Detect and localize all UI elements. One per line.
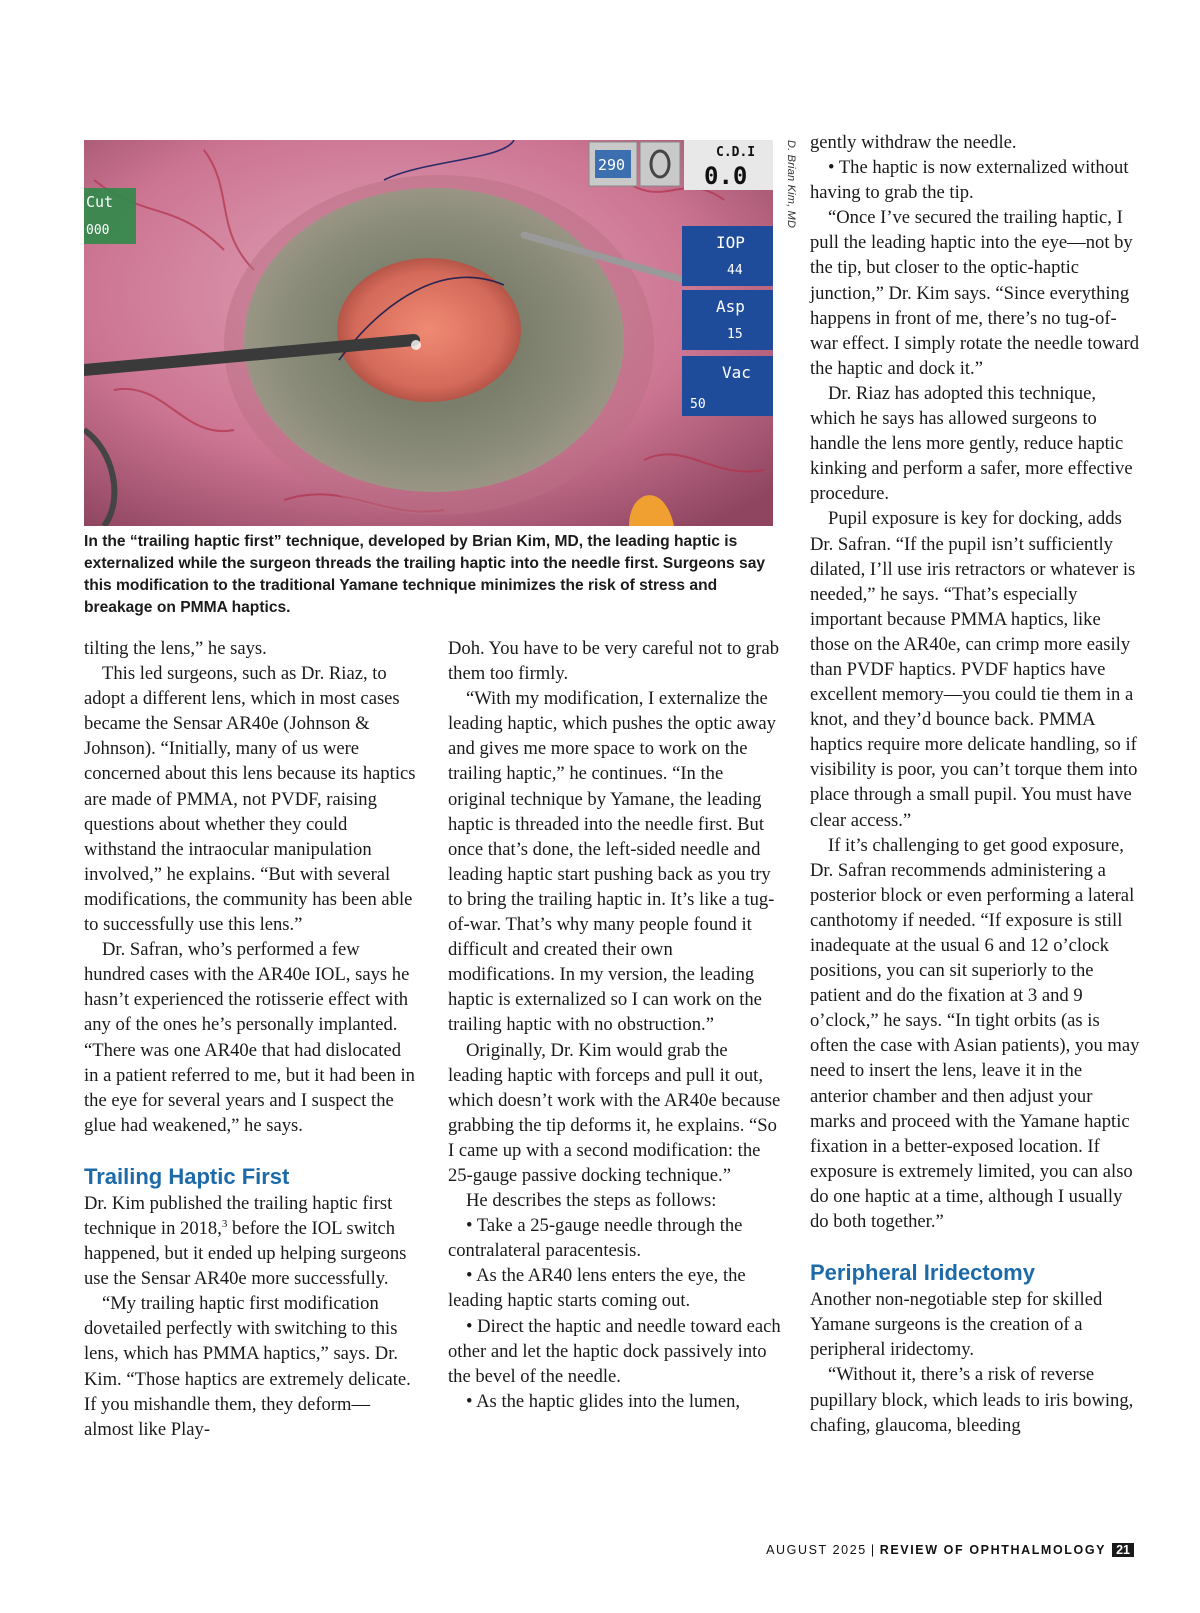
light-reflex <box>411 340 421 350</box>
bullet-item: • Direct the haptic and needle toward each other and let the haptic dock passively into the bevel of the needle. <box>448 1315 781 1387</box>
hud-cut-label: Cut <box>86 193 114 211</box>
eye-surgery-image <box>84 140 773 526</box>
hud-cut <box>84 188 136 244</box>
paragraph: “Once I’ve secured the trailing haptic, I pull the leading haptic into the eye—not by the tip, but closer to the optic-haptic junction,” Dr. Kim says. “Since everything happens in front of me, there’s no tug-of-war effect. I simply rotate the needle toward the haptic and dock it.” <box>810 207 1140 379</box>
page-footer <box>766 1543 1134 1557</box>
page-number: 21 <box>1112 1543 1134 1557</box>
paragraph: gently withdraw the needle. <box>810 132 1017 153</box>
column-1 <box>84 636 416 1442</box>
hud-vac-value: 50 <box>690 397 706 412</box>
paragraph: “Without it, there’s a risk of reverse pupillary block, which leads to iris bowing, chafing, glaucoma, bleeding <box>810 1364 1134 1436</box>
paragraph: This led surgeons, such as Dr. Riaz, to adopt a different lens, which in most cases became the Sensar AR40e (Johnson & Johnson). “Initially, many of us were concerned about this lens because its haptics are made of PMMA, not PVDF, raising questions about whether they could withstand the intraocular manipulation involved,” he explains. “But with several modifications, the community has been able to successfully use this lens.” <box>84 663 416 936</box>
hud-iop-value: 44 <box>727 263 743 278</box>
paragraph: If it’s challenging to get good exposure, Dr. Safran recommends administering a posterior block or even performing a lateral canthotomy if needed. “If exposure is still inadequate at the usual 6 and 12 o’clock positions, you can sit superiorly to the patient and do the fixation at 3 and 9 o’clock,” he says. “In tight orbits (as is often the case with Asian patients), you may need to insert the lens, leave it in the anterior chamber and then adjust your marks and proceed with the Yamane haptic fixation in a better-exposed location. If exposure is extremely limited, you can also do one haptic at a time, although I usually do both together.” <box>810 834 1140 1233</box>
hud-cut-value: 000 <box>86 223 110 238</box>
hud-vac-label: Vac <box>722 363 751 382</box>
paragraph: Another non-negotiable step for skilled Yamane surgeons is the creation of a peripheral iridectomy. <box>810 1289 1103 1361</box>
footer-publication: REVIEW OF OPHTHALMOLOGY <box>879 1543 1107 1557</box>
hud-asp-value: 15 <box>727 327 743 342</box>
paragraph: “With my modification, I externalize the leading haptic, which pushes the optic away and gives me more space to work on the trailing haptic,” he continues. “In the original technique by Yamane, the leading haptic is threaded into the needle first. But once that’s done, the left-sided needle and leading haptic start pushing back as you try to bring the trailing haptic in. It’s like a tug-of-war. That’s why many people found it difficult and created their own modifications. In my version, the leading haptic is externalized so I can work on the trailing haptic with no obstruction.” <box>448 688 776 1036</box>
hud-badge-value: 290 <box>598 156 626 174</box>
hud-ring-icon <box>640 142 680 186</box>
hud-cdi-value: 0.0 <box>704 162 748 190</box>
section-heading-trailing-haptic-first: Trailing Haptic First <box>84 1163 290 1189</box>
photo-credit: D. Brian Kim, MD <box>785 140 797 229</box>
paragraph: Originally, Dr. Kim would grab the leading haptic with forceps and pull it out, which doesn’t work with the AR40e because grabbing the tip deforms it, he explains. “So I came up with a second modification: the 25-gauge passive docking technique.” <box>448 1039 781 1186</box>
hud-asp-label: Asp <box>716 297 745 316</box>
hud-iop <box>682 226 773 286</box>
paragraph: Doh. You have to be very careful not to grab them too firmly. <box>448 638 779 685</box>
figure-caption: In the “trailing haptic first” technique, developed by Brian Kim, MD, the leading haptic is externalized while the surgeon threads the trailing haptic into the needle first. Surgeons say this modification to the traditional Yamane technique minimizes the risk of stress and breakage on PMMA haptics. <box>84 533 766 616</box>
bullet-item: • As the AR40 lens enters the eye, the leading haptic starts coming out. <box>448 1265 746 1312</box>
column-2 <box>448 636 782 1414</box>
bullet-item: • As the haptic glides into the lumen, <box>466 1390 741 1412</box>
paragraph: Dr. Riaz has adopted this technique, which he says has allowed surgeons to handle the lens more gently, reduce haptic kinking and perform a safer, more effective procedure. <box>810 382 1133 505</box>
hud-iop-label: IOP <box>716 233 745 252</box>
paragraph: He describes the steps as follows: <box>466 1190 717 1212</box>
hud-asp <box>682 290 773 350</box>
hud-badge <box>589 142 637 186</box>
paragraph: Pupil exposure is key for docking, adds Dr. Safran. “If the pupil isn’t sufficiently dilated, I’ll use iris retractors or whatever is needed,” he says. “That’s especially important because PMMA haptics, like those on the AR40e, can crimp more easily than PVDF haptics. PVDF haptics have excellent memory—you could tie them in a knot, and they’d bounce back. PMMA haptics require more delicate handling, so if visibility is poor, you can’t torque them into place through a small pupil. You must have clear access.” <box>810 508 1138 831</box>
footer-date: AUGUST 2025 <box>766 1543 867 1557</box>
paragraph-text: Dr. Kim published the trailing haptic first technique in 2018, <box>84 1192 393 1239</box>
hud-cdi <box>684 140 773 190</box>
hud-vac <box>682 356 773 416</box>
paragraph <box>84 1191 416 1291</box>
paragraph: tilting the lens,” he says. <box>84 638 267 659</box>
surgical-photo <box>84 140 773 526</box>
bullet-item: • Take a 25-gauge needle through the contralateral paracentesis. <box>448 1215 743 1262</box>
paragraph-text: before the IOL switch happened, but it ended up helping surgeons use the Sensar AR40e more successfully. <box>84 1217 407 1290</box>
section-heading-peripheral-iridectomy: Peripheral Iridectomy <box>810 1260 1035 1286</box>
reference-superscript: 3 <box>221 1217 228 1230</box>
column-3 <box>810 130 1140 1438</box>
hud-cdi-label: C.D.I <box>716 145 756 160</box>
paragraph: “My trailing haptic first modification dovetailed perfectly with switching to this lens, which has PMMA haptics,” says. Dr. Kim. “Those haptics are extremely delicate. If you mishandle them, they deform—almost like Play- <box>84 1293 411 1440</box>
footer-separator: | <box>870 1543 876 1557</box>
bullet-item: • The haptic is now externalized without having to grab the tip. <box>810 157 1129 204</box>
paragraph: Dr. Safran, who’s performed a few hundred cases with the AR40e IOL, says he hasn’t experienced the rotisserie effect with any of the ones he’s personally implanted. “There was one AR40e that had dislocated in a patient referred to me, but it had been in the eye for several years and I suspect the glue had weakened,” he says. <box>84 939 415 1136</box>
